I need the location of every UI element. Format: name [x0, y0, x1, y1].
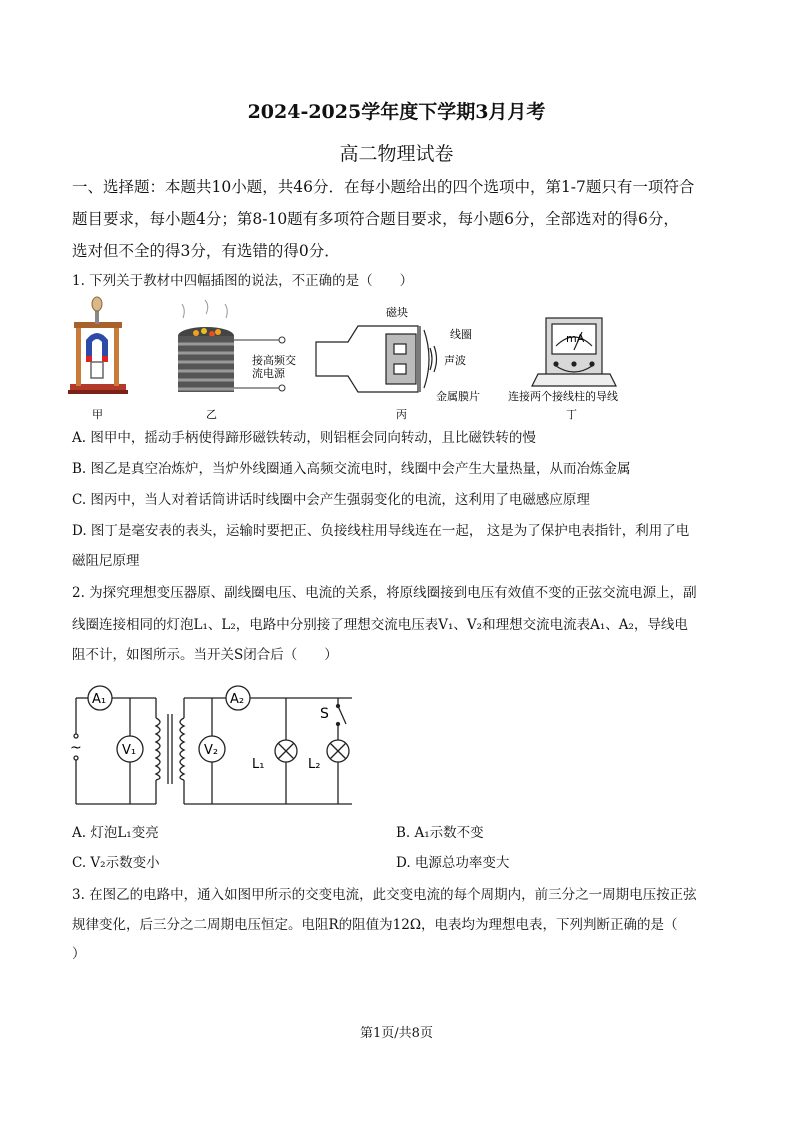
q2-option-a[interactable]: A. 灯泡L₁变亮: [72, 825, 159, 841]
figure-jia: [68, 297, 128, 394]
q2-option-c[interactable]: C. V₂示数变小: [72, 855, 160, 871]
q1-figures: [68, 296, 648, 422]
question-3-stem-line1: 3. 在图乙的电路中，通入如图甲所示的交变电流，此交变电流的每个周期内，前三分之一周期电压按正弦: [72, 887, 697, 903]
circuit-a1-label: A₁: [92, 692, 107, 707]
exam-subtitle: 高二物理试卷: [339, 143, 454, 165]
fig-bing-coil: 线圈: [450, 328, 472, 341]
q1-option-d-line1[interactable]: D. 图丁是毫安表的表头，运输时要把正、负接线柱用导线连在一起， 这是为了保护电表指针，利用了电: [72, 523, 690, 539]
exam-title: 2024-2025学年度下学期3月月考: [247, 101, 546, 123]
q1-option-a[interactable]: A. 图甲中，摇动手柄使得蹄形磁铁转动，则铝框会同向转动，且比磁铁转的慢: [72, 430, 536, 446]
q2-circuit: [68, 678, 368, 810]
question-2-stem-line2: 线圈连接相同的灯泡L₁、L₂，电路中分别接了理想交流电压表V₁、V₂和理想交流电流表A₁、A₂，导线电: [72, 617, 688, 633]
fig-bing-sound: 声波: [444, 354, 466, 367]
fig-yi-text2: 流电源: [252, 367, 285, 380]
fig-bing-film: 金属膜片: [436, 390, 480, 403]
fig-label-ding: 丁: [566, 408, 577, 421]
circuit-switch-label: S: [320, 706, 329, 722]
q1-option-c[interactable]: C. 图丙中，当人对着话筒讲话时线圈中会产生强弱变化的电流，这利用了电磁感应原理: [72, 492, 590, 508]
question-3-stem-line2: 规律变化，后三分之二周期电压恒定。电阻R的阻值为12Ω，电表均为理想电表，下列判断正确的是（: [72, 917, 678, 933]
fig-ding-caption: 连接两个接线柱的导线: [508, 390, 618, 403]
section-instruction-line1: 一、选择题：本题共10小题，共46分．在每小题给出的四个选项中，第1-7题只有一项符合: [72, 178, 695, 196]
question-1-stem: 1. 下列关于教材中四幅插图的说法，不正确的是（ ）: [72, 273, 414, 289]
q1-option-d-line2: 磁阻尼原理: [72, 553, 140, 569]
fig-ding-meter: mA: [566, 332, 585, 345]
circuit-source-symbol: ~: [70, 740, 82, 756]
fig-label-bing: 丙: [396, 408, 407, 421]
q2-option-b[interactable]: B. A₁示数不变: [396, 825, 484, 841]
section-instruction-line2: 题目要求，每小题4分；第8-10题有多项符合题目要求，每小题6分，全部选对的得6分，: [72, 210, 679, 228]
circuit-l1-label: L₁: [252, 757, 265, 772]
circuit-v1-label: V₁: [122, 743, 137, 758]
fig-yi-text1: 接高频交: [252, 354, 296, 367]
section-instruction-line3: 选对但不全的得3分，有选错的得0分．: [72, 242, 340, 260]
figure-bing: [316, 326, 437, 392]
question-3-stem-line3: ）: [72, 946, 86, 962]
circuit-l2-label: L₂: [308, 757, 321, 772]
fig-label-yi: 乙: [206, 408, 217, 421]
page-number: 第1页/共8页: [360, 1026, 433, 1041]
q2-option-d[interactable]: D. 电源总功率变大: [396, 855, 510, 871]
question-2-stem-line3: 阻不计，如图所示。当开关S闭合后（ ）: [72, 647, 338, 663]
question-2-stem-line1: 2. 为探究理想变压器原、副线圈电压、电流的关系，将原线圈接到电压有效值不变的正弦交流电源上，副: [72, 585, 697, 601]
figure-ding: [532, 318, 616, 386]
circuit-a2-label: A₂: [230, 692, 245, 707]
fig-bing-magnet: 磁块: [386, 306, 408, 319]
circuit-v2-label: V₂: [204, 743, 219, 758]
fig-label-jia: 甲: [92, 408, 103, 421]
q1-option-b[interactable]: B. 图乙是真空冶炼炉，当炉外线圈通入高频交流电时，线圈中会产生大量热量，从而冶炼金属: [72, 461, 631, 477]
